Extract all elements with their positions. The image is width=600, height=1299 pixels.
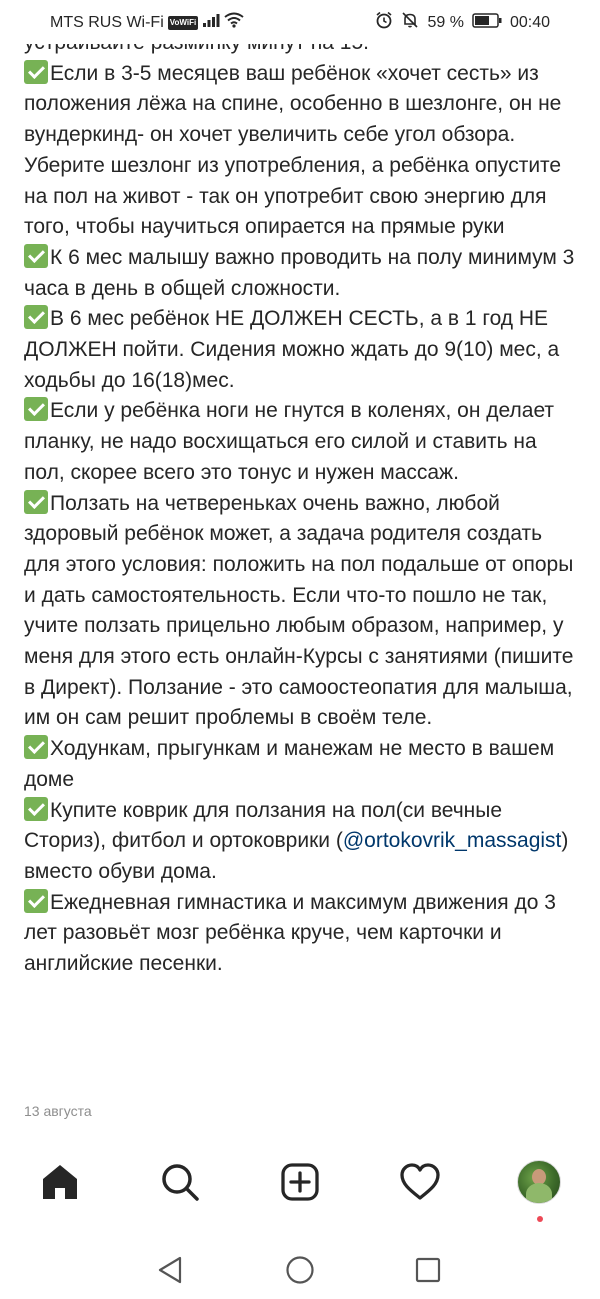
alarm-icon (375, 11, 393, 34)
android-nav-bar (0, 1240, 600, 1299)
check-mark-icon (24, 735, 48, 759)
caption-paragraph-7: Купите коврик для ползания на пол(си вечные Сториз), фитбол и ортоковрики (@ortokovrik_massagist) вместо обуви дома. (24, 798, 569, 883)
caption-paragraph-1: Если в 3-5 месяцев ваш ребёнок «хочет сесть» из положения лёжа на спине, особенно в шезлонге, он не вундеркинд- он хочет увеличить себе угол обзора. Уберите шезлонг из употребления, а ребёнка опустите на пол на живот - так он употребит свою энергию для того, чтобы научиться опирается на прямые руки (24, 61, 562, 239)
back-triangle-icon (156, 1255, 184, 1285)
check-mark-icon (24, 60, 48, 84)
wifi-icon (224, 12, 244, 33)
carrier-label: MTS RUS Wi-Fi (50, 13, 164, 31)
vowifi-badge: VoWiFi (168, 16, 198, 30)
tab-home[interactable] (38, 1160, 82, 1204)
tab-activity[interactable] (398, 1160, 442, 1204)
post-caption (24, 28, 580, 980)
recents-square-icon (414, 1256, 442, 1284)
signal-icon (202, 13, 220, 32)
check-mark-icon (24, 244, 48, 268)
caption-paragraph-8: Ежедневная гимнастика и максимум движения до 3 лет разовьёт мозг ребёнка круче, чем карточки и английские песенки. (24, 890, 556, 976)
search-icon (160, 1162, 200, 1202)
bottom-tab-bar (0, 1150, 600, 1210)
tab-search[interactable] (158, 1160, 202, 1204)
activity-heart-icon (399, 1162, 441, 1202)
caption-paragraph-4: Если у ребёнка ноги не гнутся в коленях, он делает планку, не надо восхищаться его силой и ставить на пол, скорее всего это тонус и нужен массаж. (24, 399, 555, 484)
check-mark-icon (24, 305, 48, 329)
nav-home-button[interactable] (282, 1252, 318, 1288)
battery-percent: 59 % (427, 13, 464, 31)
check-mark-icon (24, 889, 48, 913)
nav-recents-button[interactable] (410, 1252, 446, 1288)
profile-avatar (517, 1160, 561, 1204)
caption-paragraph-2: К 6 мес малышу важно проводить на полу минимум 3 часа в день в общей сложности. (24, 245, 575, 300)
caption-paragraph-6: Ходункам, прыгункам и манежам не место в вашем доме (24, 737, 555, 791)
mute-bell-icon (401, 11, 419, 34)
post-date: 13 августа (24, 1103, 92, 1119)
caption-paragraph-3: В 6 мес ребёнок НЕ ДОЛЖЕН СЕСТЬ, а в 1 год НЕ ДОЛЖЕН пойти. Сидения можно ждать до 9(10) мес, а ходьбы до 16(18)мес. (24, 307, 560, 392)
new-post-icon (280, 1162, 320, 1202)
nav-back-button[interactable] (152, 1252, 188, 1288)
caption-paragraph-5: Ползать на четвереньках очень важно, любой здоровый ребёнок может, а задача родителя создать для этого условия: положить на пол подальше от опоры и дать самостоятельность. Если что-то пошло не так, учите ползать прицельно любым образом, например, у меня для этого есть онлайн-Курсы с занятиями (пишите в Директ). Ползание - это самоостеопатия для малыша, им он сам решит проблемы в своём теле. (24, 491, 574, 730)
check-mark-icon (24, 490, 48, 514)
battery-icon (472, 13, 502, 33)
home-circle-icon (285, 1255, 315, 1285)
status-right (375, 11, 550, 34)
home-icon (40, 1162, 80, 1202)
status-left (50, 12, 244, 33)
notification-dot (537, 1216, 543, 1222)
mention-link[interactable]: @ortokovrik_massagist (342, 829, 562, 853)
check-mark-icon (24, 397, 48, 421)
check-mark-icon (24, 797, 48, 821)
status-bar (0, 0, 600, 44)
tab-profile[interactable] (517, 1160, 561, 1204)
tab-new-post[interactable] (278, 1160, 322, 1204)
clock-time: 00:40 (509, 13, 550, 31)
